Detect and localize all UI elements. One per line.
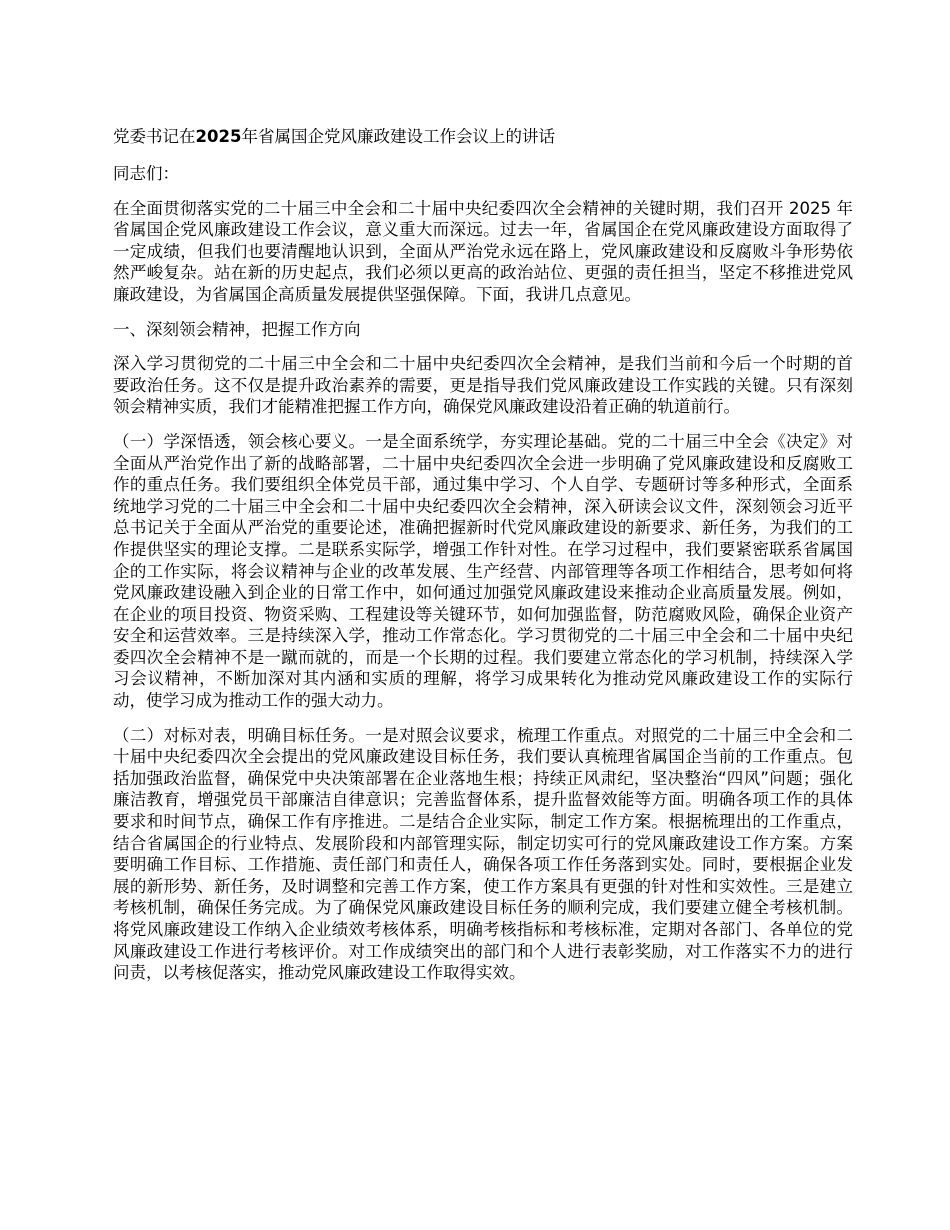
- paragraph-section-intro: 深入学习贯彻党的二十届三中全会和二十届中央纪委四次全会精神，是我们当前和今后一个时期的首要政治任务。这不仅是提升政治素养的需要，更是指导我们党风廉政建设工作实践的关键。只有深刻领会精神实质，我们才能精准把握工作方向，确保党风廉政建设沿着正确的轨道前行。: [113, 354, 853, 417]
- document-title: [113, 126, 853, 148]
- title-prefix: 党委书记在: [113, 127, 196, 146]
- paragraph-subsection-1: （一）学深悟透，领会核心要义。一是全面系统学，夯实理论基础。党的二十届三中全会《决定》对全面从严治党作出了新的战略部署，二十届中央纪委四次全会进一步明确了党风廉政建设和反腐败工作的重点任务。我们要组织全体党员干部，通过集中学习、个人自学、专题研讨等多种形式，全面系统地学习党的二十届三中全会和二十届中央纪委四次全会精神，深入研读会议文件，深刻领会习近平总书记关于全面从严治党的重要论述，准确把握新时代党风廉政建设的新要求、新任务，为我们的工作提供坚实的理论支撑。二是联系实际学，增强工作针对性。在学习过程中，我们要紧密联系省属国企的工作实际，将会议精神与企业的改革发展、生产经营、内部管理等各项工作相结合，思考如何将党风廉政建设融入到企业的日常工作中，如何通过加强党风廉政建设来推动企业高质量发展。例如，在企业的项目投资、物资采购、工程建设等关键环节，如何加强监督，防范腐败风险，确保企业资产安全和运营效率。三是持续深入学，推动工作常态化。学习贯彻党的二十届三中全会和二十届中央纪委四次全会精神不是一蹴而就的，而是一个长期的过程。我们要建立常态化的学习机制，持续深入学习会议精神，不断加深对其内涵和实质的理解，将学习成果转化为推动党风廉政建设工作的实际行动，使学习成为推动工作的强大动力。: [113, 431, 853, 711]
- title-year: 2025: [195, 127, 242, 146]
- paragraph-intro: 在全面贯彻落实党的二十届三中全会和二十届中央纪委四次全会精神的关键时期，我们召开 2025 年省属国企党风廉政建设工作会议，意义重大而深远。过去一年，省属国企在党风廉政建设方面取得了一定成绩，但我们也要清醒地认识到，全面从严治党永远在路上，党风廉政建设和反腐败斗争形势依然严峻复杂。站在新的历史起点，我们必须以更高的政治站位、更强的责任担当，坚定不移推进党风廉政建设，为省属国企高质量发展提供坚强保障。下面，我讲几点意见。: [113, 198, 853, 304]
- paragraph-subsection-2: （二）对标对表，明确目标任务。一是对照会议要求，梳理工作重点。对照党的二十届三中全会和二十届中央纪委四次全会提出的党风廉政建设目标任务，我们要认真梳理省属国企当前的工作重点。包括加强政治监督，确保党中央决策部署在企业落地生根；持续正风肃纪，坚决整治“四风”问题；强化廉洁教育，增强党员干部廉洁自律意识；完善监督体系，提升监督效能等方面。明确各项工作的具体要求和时间节点，确保工作有序推进。二是结合企业实际，制定工作方案。根据梳理出的工作重点，结合省属国企的行业特点、发展阶段和内部管理实际，制定切实可行的党风廉政建设工作方案。方案要明确工作目标、工作措施、责任部门和责任人，确保各项工作任务落到实处。同时，要根据企业发展的新形势、新任务，及时调整和完善工作方案，使工作方案具有更强的针对性和实效性。三是建立考核机制，确保任务完成。为了确保党风廉政建设目标任务的顺利完成，我们要建立健全考核机制。将党风廉政建设工作纳入企业绩效考核体系，明确考核指标和考核标准，定期对各部门、各单位的党风廉政建设工作进行考核评价。对工作成绩突出的部门和个人进行表彰奖励，对工作落实不力的进行问责，以考核促落实，推动党风廉政建设工作取得实效。: [113, 725, 853, 983]
- document-page: [113, 126, 853, 997]
- section-heading: 一、深刻领会精神，把握工作方向: [113, 319, 361, 339]
- salutation: 同志们：: [113, 164, 179, 183]
- title-suffix: 年省属国企党风廉政建设工作会议上的讲话: [241, 127, 555, 146]
